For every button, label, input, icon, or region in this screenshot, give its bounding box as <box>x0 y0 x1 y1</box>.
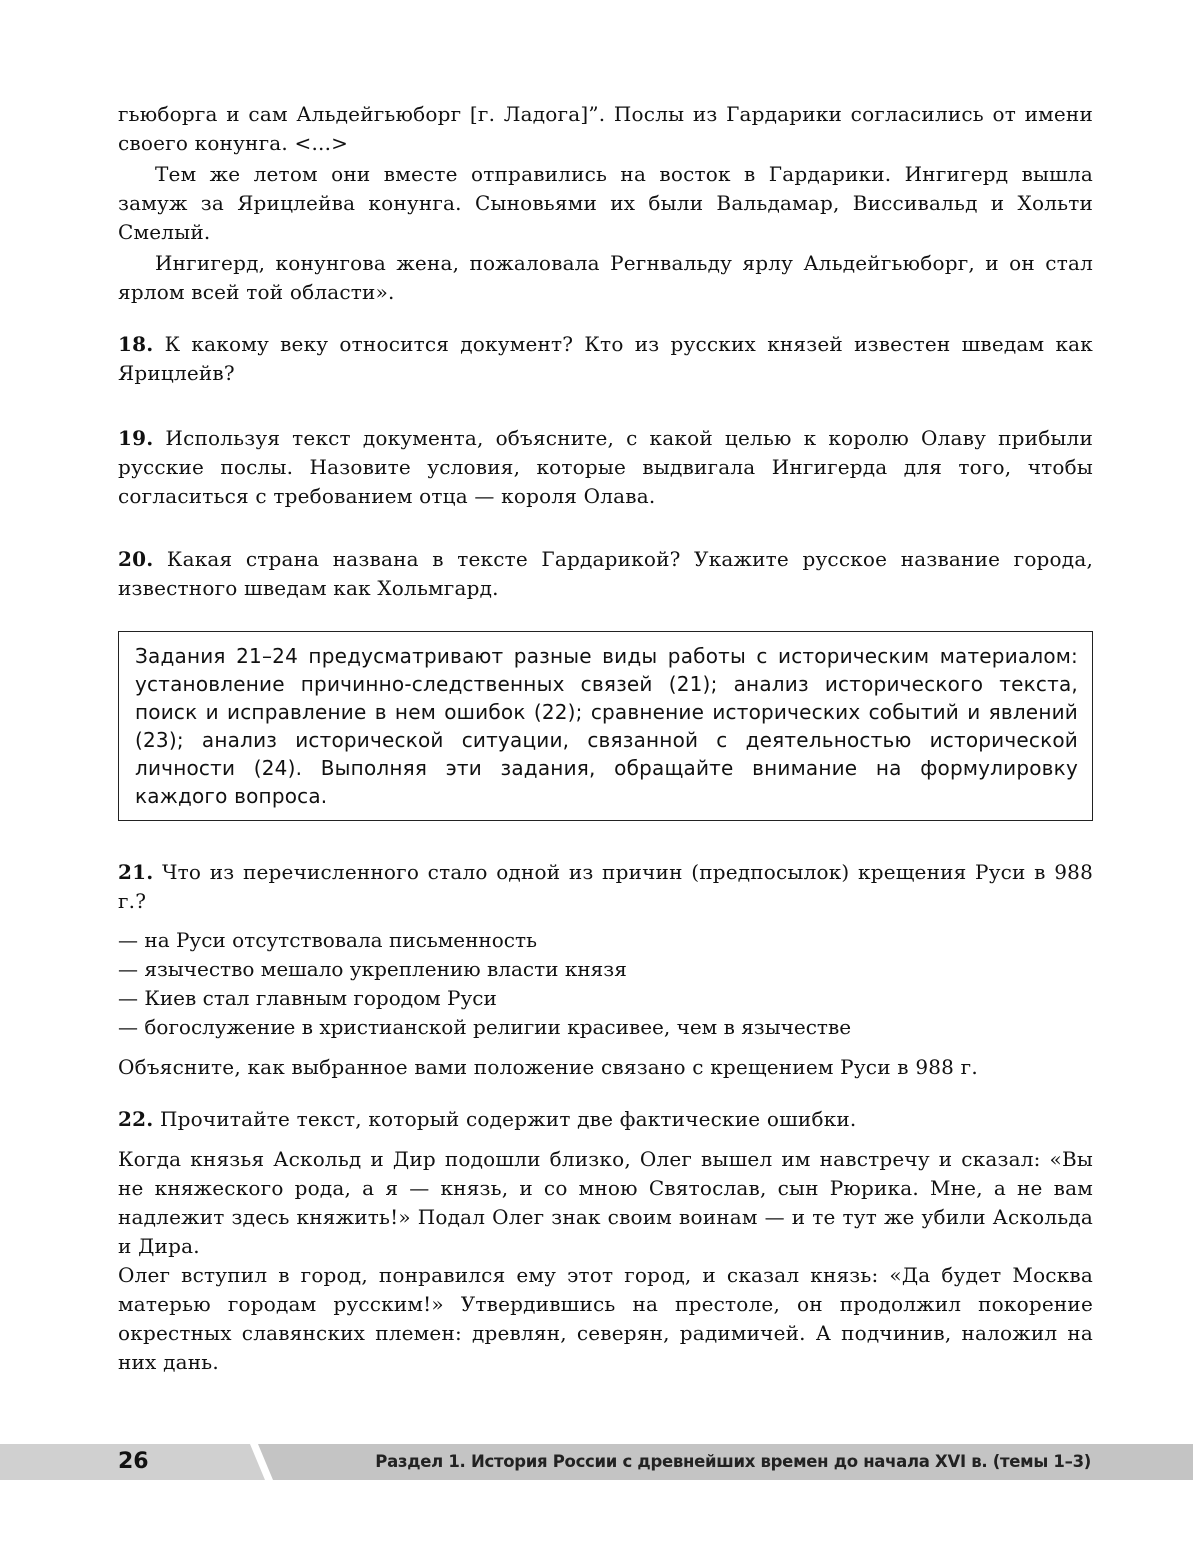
answer-options <box>118 926 1093 1042</box>
page-number: 26 <box>118 1449 149 1474</box>
question-number: 20. <box>118 547 154 571</box>
question-text: Прочитайте текст, который содержит две фактические ошибки. <box>153 1107 857 1131</box>
option-item: — язычество мешало укреплению власти князя <box>118 957 627 981</box>
question-number: 21. <box>118 860 154 884</box>
question-number: 22. <box>118 1107 154 1131</box>
intro-paragraph-1: гьюборга и сам Альдейгьюборг [г. Ладога]”. Послы из Гардарики согласились от имени своего конунга. <...> <box>118 102 1093 155</box>
question-text: Какая страна названа в тексте Гардарикой? Укажите русское название города, известного шведам как Хольмгард. <box>118 547 1093 600</box>
intro-paragraph-3: Ингигерд, конунгова жена, пожаловала Регнвальду ярлу Альдейгьюборг, и он стал ярлом всей той области». <box>118 251 1093 304</box>
question-text: Что из перечисленного стало одной из причин (предпосылок) крещения Руси в 988 г.? <box>118 860 1093 913</box>
question-text: К какому веку относится документ? Кто из русских князей известен шведам как Ярицлейв? <box>118 332 1093 385</box>
question-18 <box>118 330 1093 388</box>
question-19 <box>118 424 1093 511</box>
intro-paragraph-2: Тем же летом они вместе отправились на восток в Гардарики. Ингигерд вышла замуж за Ярицлейва конунга. Сыновьями их были Вальдамар, Виссивальд и Хольти Смелый. <box>118 162 1093 244</box>
question-22 <box>118 1105 1093 1134</box>
page-content <box>118 100 1093 1377</box>
question-21 <box>118 858 1093 916</box>
option-item: — на Руси отсутствовала письменность <box>118 928 537 952</box>
option-item: — Киев стал главным городом Руси <box>118 986 497 1010</box>
instructions-box: Задания 21–24 предусматривают разные виды работы с историческим материалом: установление причинно-следственных связей (21); анализ исторического текста, поиск и исправление в нем ошибок (22); сравнение исторических событий и явлений (23); анализ исторической ситуации, связанной с деятельностью исторической личности (24). Выполняя эти задания, обращайте внимание на формулировку каждого вопроса. <box>118 631 1093 821</box>
question-number: 19. <box>118 426 154 450</box>
question-20 <box>118 545 1093 603</box>
question-text: Используя текст документа, объясните, с какой целью к королю Олаву прибыли русские послы. Назовите условия, которые выдвигала Ингигерда для того, чтобы согласиться с требованием отца — короля Олава. <box>118 426 1093 508</box>
option-item: — богослужение в христианской религии красивее, чем в язычестве <box>118 1015 852 1039</box>
question-21-followup: Объясните, как выбранное вами положение связано с крещением Руси в 988 г. <box>118 1055 978 1079</box>
passage-paragraph-2: Олег вступил в город, понравился ему этот город, и сказал князь: «Да будет Москва матерью городам русским!» Утвердившись на престоле, он продолжил покорение окрестных славянских племен: древлян, северян, радимичей. А подчинив, наложил на них дань. <box>118 1263 1093 1374</box>
page-footer <box>0 1444 1193 1480</box>
question-number: 18. <box>118 332 154 356</box>
passage-paragraph-1: Когда князья Аскольд и Дир подошли близко, Олег вышел им навстречу и сказал: «Вы не княжеского рода, а я — князь, и со мною Святослав, сын Рюрика. Мне, а не вам надлежит здесь княжить!» Подал Олег знак своим воинам — и те тут же убили Аскольда и Дира. <box>118 1147 1093 1258</box>
section-title: Раздел 1. История России с древнейших времен до начала XVI в. (темы 1–3) <box>375 1452 1091 1471</box>
